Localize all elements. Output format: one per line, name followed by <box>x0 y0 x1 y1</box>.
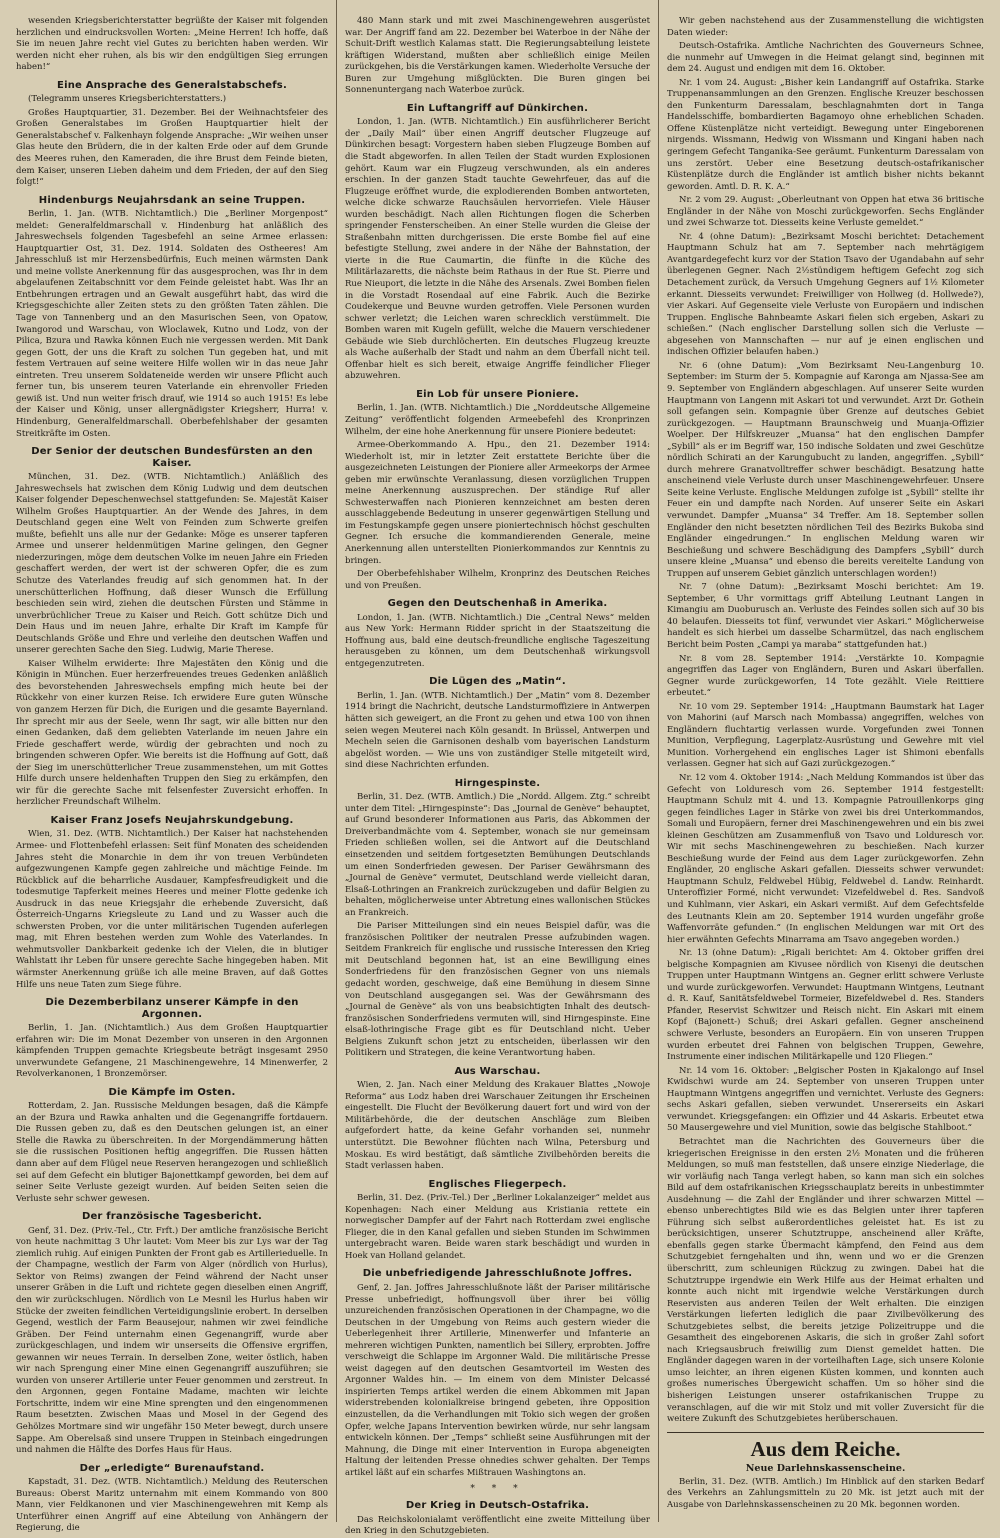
article-paragraph: Berlin, 31. Dez. (WTB. Amtlich.) Im Hinblick auf den starken Bedarf des Verkehrs an Zahlungsmitteln zu 20 Mk. ist jetzt auch mit der Ausgabe von Darlehnskassenscheinen zu 20 Mk. begonnen worden. <box>667 1476 984 1510</box>
section-divider <box>667 1432 984 1433</box>
article-paragraph: Nr. 12 vom 4. Oktober 1914: „Nach Meldung Kommandos ist über das Gefecht von Lolduresch vom 26. September 1914 festgestellt: Hauptmann Schulz mit 4. und 13. Kompagnie Patrouillenkorps ging gegen feindliches Lager in Stärke von zwei bis drei Unterkommandos, Somali und Europäern, ferner drei Maschinengewehren und ein bis zwei kleinen Geschützen am Zusammenfluß von Tsavo und Lolduresch vor. Wir mit sechs Maschinengewehren zu beschießen. Nach kurzer Beschießung wurde der Feind aus dem Lager zurückgeworfen. Zehn Engländer, 20 englische Askari gefallen. Diesseits schwer verwundet: Hauptmann Schulz, Feldwebel Hübig, Feldwebel d. Landw. Reinhardt. Unteroffizier Formé, nicht verwundet: Vizefeldwebel d. Res. Sandvoß und Kuhlmann, vier Askari, ein Askari vermißt. Auf dem Gefechtsfelde des Leutnants Klein am 20. September 1914 wurden ungefähr große Waffenvorräte gefunden.“ (In englischen Meldungen war mit Ort des hier erwähnten Gefechts Minarrama am Tsavo angegeben worden.) <box>667 773 984 945</box>
article-paragraph: Die Pariser Mitteilungen sind ein neues Beispiel dafür, was die französischen Politiker der neutralen Presse aufzubinden wagen. Seitdem Frankreich für englische und russische Interessen den Krieg mit Deutschland begonnen hat, ist an eine Bewilligung eines Sonderfriedens für den französischen Gegner von uns niemals gedacht worden, geschweige, daß eine Bemühung in diesem Sinne von Deutschland ausgegangen sei. Was der Gewährsmann des „Journal de Genève“ als von uns beabsichtigten Inhalt des deutsch-französischen Sonderfriedens vermuten will, sind Hirngespinste. Eine elsaß-lothringische Frage gibt es für Deutschland nicht. Ueber Belgiens Zukunft schon jetzt zu entscheiden, überlassen wir den Politikern und Strategen, die keine Verantwortung haben. <box>345 921 650 1059</box>
section-subheadline: Neue Darlehnskassenscheine. <box>745 1462 906 1474</box>
article-headline: Der Krieg in Deutsch-Ostafrika. <box>405 1500 590 1512</box>
column-middle <box>336 0 658 1537</box>
article-paragraph: Genf, 2. Jan. Joffres Jahresschlußnote läßt der Pariser militärische Presse unbefriedigt, hoffnungsvoll über ihrer bei völlig unzureichenden französischen Operationen in der Champagne, wo die Deutschen in der Umgebung von Reims auch gestern wieder die Ueberlegenheit ihrer Artillerie, Minenwerfer und Infanterie an mehreren wichtigen Punkten, namentlich bei Sillery, erprobten. Joffre verschweigt die Schlappe im Argonner Wald. Die militärische Presse weist dagegen auf den deutschen Gesamtvorteil im Westen des Argonner Waldes hin. — Im einem von dem Minister Delcassé inspirierten Temps artikel werden die einem Abkommen mit Japan widerstrebenden kolonialkreise bringend gebeten, ihre Opposition einzustellen, da die Verhandlungen mit Tokio sich wegen der großen Opfer, welche Japans Intervention bewirken würde, nur sehr langsam entwickeln können. Der „Temps“ schließt seine Ausführungen mit der Mahnung, die Dinge mit einer Intervention in Europa abgeneigten Haltung der leitenden Presse ohnedies schwer gehalten. Der Temps artikel läßt auf ein scharfes Mißtrauen Washingtons an. <box>345 1282 650 1478</box>
article-headline: Der französische Tagesbericht. <box>81 1211 263 1223</box>
article-paragraph: Nr. 7 (ohne Datum): „Bezirksamt Moschi berichtet: Am 19. September, 6 Uhr vormittags griff Abteilung Leutnant Langen in Kimangiu am Duoburusch an. Verluste des Feindes sollen sich auf 30 bis 40 belaufen. Diesseits tot fünf, verwundet vier Askari.“ Möglicherweise handelt es sich hierbei um dasselbe Scharmützel, das nach englischem Bericht beim Posten „Campi ya maraba“ stattgefunden hat.) <box>667 582 984 650</box>
article-paragraph: 480 Mann stark und mit zwei Maschinengewehren ausgerüstet war. Der Angriff fand am 22. Dezember bei Waterboe in der Nähe der Schuit-Drift westlich Kalamas statt. Die Regierungsabteilung leistete kräftigen Widerstand, mußten aber schließlich einige Meilen zurückgehen, bis die Verstärkungen kamen. Wiederholte Versuche der Buren zur Umgehung mißglückten. Die Buren gingen bei Sonnenuntergang nach Waterboe zurück. <box>345 16 650 96</box>
article-paragraph: Armee-Oberkommando A. Hpu., den 21. Dezember 1914: Wiederholt ist, mir in letzter Zeit erstattete Berichte über die ausgezeichneten Leistungen der Pioniere aller Armeekorps der Armee geben mir erwünschte Veranlassung, diesen vorzüglichen Truppen meine Anerkennung auszusprechen. Der ständige Ruf aller Schwesterwaffen nach Pionieren kennzeichnet am besten deren ausschlaggebende Bedeutung in unserer gegenwärtigen Stellung und im Festungskampfe gegen unsere pioniertechnisch höchst geschulten Gegner. Ich ersuche die kommandierenden Generale, meine Anerkennung allen unterstellten Pionierkommandos zur Kenntnis zu bringen. <box>345 440 650 566</box>
article-paragraph: Nr. 10 vom 29. September 1914: „Hauptmann Baumstark hat Lager von Mahorini (auf Marsch nach Mombassa) angegriffen, welches von Engländern fluchtartig verlassen wurde. Vorgefunden zwei Tonnen Munition, Verpflegung, Lagerplatz-Ausrüstung und Gewehre mit viel Munition. Vorhergehend ein englisches Lager ist Shimoni ebenfalls verlassen. Gegner hat sich auf Gazi zurückgezogen.“ <box>667 701 984 770</box>
column-left <box>8 0 336 1534</box>
article-paragraph: Wir geben nachstehend aus der Zusammenstellung die wichtigsten Daten wieder: <box>667 16 984 38</box>
article-headline: Die unbefriedigende Jahresschlußnote Joffres. <box>362 1268 633 1280</box>
article-headline: Eine Ansprache des Generalstabschefs. <box>57 79 287 91</box>
article-paragraph: Berlin, 1. Jan. (WTB. Nichtamtlich.) Die „Norddeutsche Allgemeine Zeitung“ veröffentlicht folgenden Armeebefehl des Kronprinzen Wilhelm, der eine hohe Anerkennung für unsere Pioniere bedeutet: <box>345 403 650 437</box>
column-right <box>658 0 992 1522</box>
article-paragraph: Berlin, 1. Jan. (WTB. Nichtamtlich.) Die „Berliner Morgenpost“ meldet: Generalfeldmarschall v. Hindenburg hat anläßlich des Jahreswechsels folgenden Tagesbefehl an seine Armee erlassen: Hauptquartier Ost, 31. Dez. 1914. Soldaten des Ostheeres! Am Jahresschluß ist mir Herzensbedürfnis, Euch meinen wärmsten Dank und meine vollste Anerkennung für das ausgesprochen, was Ihr in dem abgelaufenen Zeitabschnitt vor dem Feinde geleistet habt. Was Ihr an Entbehrungen ertragen und an Gewalt ausgeführt habt, das wird die Kriegsgeschichte aller Zeiten stets zu den größten Taten zählen. Die Tage von Tannenberg und an den Masurischen Seen, von Opatow, Iwangorod und Warschau, von Wloclawek, Kutno und Lodz, von der Pilica, Bzura und Rawka können Euch nie vergessen werden. Mit Dank gegen Gott, der uns die Kraft zu solchen Tun gegeben hat, und mit festem Vertrauen auf seine weitere Hilfe wollen wir in das neue Jahr eintreten. Treu unserem Soldateneide werden wir unsere Pflicht auch ferner tun, bis unserem teuren Vaterlande ein ehrenvoller Frieden gewiß ist. Und nun weiter frisch drauf, wie 1914 so auch 1915! Es lebe der Kaiser und König, unser allergnädigster Kriegsherr, Hurra! v. Hindenburg, Generalfeldmarschall. Oberbefehlshaber der gesamten Streitkräfte im Osten. <box>16 209 328 439</box>
article-paragraph: Berlin, 1. Jan. (WTB. Nichtamtlich.) Der „Matin“ vom 8. Dezember 1914 bringt die Nachricht, deutsche Landsturmoffiziere in Antwerpen hätten sich geweigert, an die Front zu gehen und etwa 100 von ihnen seien wegen Meuterei nach Köln gesandt. In Brüssel, Antwerpen und Mecheln seien die Garnisonen deshalb vom bayerischen Landsturm abgelöst worden. — Wie uns von zuständiger Stelle mitgeteilt wird, sind diese Nachrichten erfunden. <box>345 690 650 771</box>
article-paragraph: Deutsch-Ostafrika. Amtliche Nachrichten des Gouverneurs Schnee, die nunmehr auf Umwegen in die Heimat gelangt sind, beginnen mit dem 24. August und endigen mit dem 16. Oktober. <box>667 41 984 75</box>
separator-stars: * * * <box>470 1484 525 1495</box>
article-headline: Englisches Fliegerpech. <box>428 1178 567 1190</box>
article-paragraph: Kapstadt, 31. Dez. (WTB. Nichtamtlich.) Meldung des Reuterschen Bureaus: Oberst Maritz unternahm mit einem Kommando von 800 Mann, vier Feldkanonen und vier Maschinengewehren mit Kemp als Unterführer einen Angriff auf eine Abteilung von Anhängern der Regierung, die <box>16 1477 328 1534</box>
article-headline: Aus Warschau. <box>454 1065 541 1077</box>
article-headline: Gegen den Deutschenhaß in Amerika. <box>387 598 608 610</box>
article-headline: Die Lügen des „Matin“. <box>429 676 566 688</box>
article-headline: Die Kämpfe im Osten. <box>108 1086 236 1098</box>
article-paragraph: London, 1. Jan. (WTB. Nichtamtlich.) Ein ausführlicherer Bericht der „Daily Mail“ über einen Angriff deutscher Flugzeuge auf Dünkirchen besagt: Vorgestern haben sieben Flugzeuge Bomben auf die Stadt abgeworfen. In allen Teilen der Stadt wurden Explosionen gehört. Kaum war ein Flugzeug verschwunden, als ein anderes erschien. In der ganzen Stadt tauchte Gewehrfeuer, das auf die Flugzeuge eröffnet wurde, die explodierenden Bomben antworteten, welche dicke schwarze Rauchsäulen hervorriefen. Viele Häuser wurden beschädigt. Nach allen Richtungen flogen die Scherben springender Fensterscheiben. An einer Stelle wurden die Gleise der Straßenbahn mitten durchgerissen. Die erste Bombe fiel auf eine befestigte Stellung, zwei andere in der Nähe der Bahnstation, der vierte in die Rue Caumartin, die fünfte in die Küche des Militärlazaretts, die nächste beim Rathaus in der Rue St. Pierre und Rue Nieuport, die letzte in die Nähe des Arsenals. Zwei Bomben fielen in die Vorstadt Rosendaal auf eine Fabrik. Auch die Bezirke Coudekerque und Beuvne wurden getroffen. Viele Personen wurden schwer verletzt; die Leichen waren schrecklich verstümmelt. Die Bomben waren mit Kugeln gefüllt, welche die Mauern verschiedener Gebäude wie Sieb durchlöcherten. Ein deutsches Flugzeug kreuzte als Wache außerhalb der Stadt und nahm an dem Überfall nicht teil. Offenbar hielt es sich bereit, etwaige Angriffe feindlicher Flieger abzuwehren. <box>345 117 650 382</box>
article-paragraph: Berlin, 31. Dez. (Priv.-Tel.) Der „Berliner Lokalanzeiger“ meldet aus Kopenhagen: Nach einer Meldung aus Kristiania rettete ein norwegischer Dampfer auf der Fahrt nach Rotterdam zwei englische Flieger, die in den Kanal gefallen und sieben Stunden im Schwimmen untergebracht waren. Beide waren stark beschädigt und wurden in Hoek van Holland gelandet. <box>345 1193 650 1261</box>
article-paragraph: Kaiser Wilhelm erwiderte: Ihre Majestäten den König und die Königin in München. Euer herzerfreuendes treues Gedenken anläßlich des bevorstehenden Jahreswechsels empfing mich heute bei der Rückkehr von einer kurzen Reise. Ich erwidere Eure guten Wünsche von ganzem Herzen für Dich, die Eurigen und die gesamte Bayernland. Ihr sprecht mir aus der Seele, wenn Ihr sagt, wir alle bitten nur den einen Gedanken, daß dem geliebten Vaterlande im neuen Jahre ein Friede geschaffert werde, würdig der gebrachten und noch zu bringenden schweren Opfer. Wie bereits ist die Hoffnung auf Gott, daß der Sieg im unerschütterlicher Treue zusammenstehen, um mit Gottes Hilfe durch unsere heldenhaften Truppen den Sieg zu erkämpfen, den wir für die gerechte Sache mit felsenfester Zuversicht erhoffen. In herzlicher Freundschaft Wilhelm. <box>16 658 328 808</box>
article-paragraph: Nr. 14 vom 16. Oktober: „Belgischer Posten in Kjakalongo auf Insel Kwidschwi wurde am 24. September von unseren Truppen unter Hauptmann Wintgens angegriffen und vernichtet. Verluste des Gegners: sechs Askari gefallen, sieben verwundet. Unsererseits ein Askari verwundet. Kriegsgefangen: ein Offizier und 44 Askaris. Erbeutet etwa 50 Mausergewehre und viel Munition, sowie das belgische Stahlboot.“ <box>667 1065 984 1134</box>
article-headline: Hirngespinste. <box>454 777 541 789</box>
article-headline: Der „erledigte“ Burenaufstand. <box>79 1462 265 1474</box>
article-headline: Hindenburgs Neujahrsdank an seine Truppen. <box>38 194 306 206</box>
article-paragraph: Berlin, 31. Dez. (WTB. Amtlich.) Die „Nordd. Allgem. Ztg.“ schreibt unter dem Titel: „Hirngespinste“: Das „Journal de Genève“ behauptet, auf Grund besonderer Informationen aus Paris, das Abkommen der Dreiverbandmächte vom 4. September, wonach sie nur gemeinsam Frieden schließen wollen, sei die Antwort auf die Deutschland einsetzenden und seitdem fortgesetzten Bemühungen Deutschlands um einen Sonderfrieden gewesen. Der Pariser Gewährsmann des „Journal de Genève“ vermutet, Deutschland werde vielleicht daran, Elsaß-Lothringen an Frankreich zurückzugeben und dafür Belgien zu behalten, möglicherweise unter Abtretung eines wallonischen Stückes an Frankreich. <box>345 792 650 918</box>
article-paragraph: Nr. 8 vom 28. September 1914: „Verstärkte 10. Kompagnie angegriffen das Lager von Engländern, Buren und Askari überfallen. Gegner wurde zurückgeworfen, 14 Tote gezählt. Viele Reittiere erbeutet.“ <box>667 653 984 699</box>
article-paragraph: wesenden Kriegsberichterstatter begrüßte der Kaiser mit folgenden herzlichen und eindrucksvollen Worten: „Meine Herren! Ich hoffe, daß Sie im neuen Jahre recht viel Gutes zu berichten haben werden. Wir werden nicht eher ruhen, als bis wir den endgültigen Sieg errungen haben!“ <box>16 16 328 73</box>
article-headline: Ein Lob für unsere Pioniere. <box>416 388 579 400</box>
article-headline: Die Dezemberbilanz unserer Kämpfe in den Argonnen. <box>45 997 299 1020</box>
article-paragraph: Nr. 2 vom 29. August: „Oberleutnant von Oppen hat etwa 36 britische Engländer in der Nähe von Moschi zurückgeworfen. Sechs Engländer und zwei Schwarze tot. Diesseits keine Verluste gemeldet.“ <box>667 195 984 229</box>
article-paragraph: Nr. 6 (ohne Datum): „Vom Bezirksamt Neu-Langenburg 10. September: im Sturm der 5. Kompagnie auf Karonga am Njassa-See am 9. September von Engländern abgeschlagen. Auf unserer Seite wurden Hauptmann von Langenn mit Askari tot und verwundet. Arzt Dr. Gothein soll gefangen sein. Kompagnie über Grenze auf deutsches Gebiet zurückgezogen. — Hauptmann Braunschweig und Muanja-Offizier Woelper. Der Hilfskreuzer „Muansa“ hat den englischen Dampfer „Sybill“ als er im Begriff war, 150 indische Soldaten und zwei Geschütze nördlich Schirati an der Karungubucht zu landen, angegriffen. „Sybill“ durch mehrere Granatvolltreffer schwer beschädigt. Besatzung hatte anscheinend viele Verluste durch unser Maschinengewehrfeuer. Unsere Seite keine Verluste. Englische Meldungen zufolge ist „Sybill“ stellte ihr Feuer ein und dampfte nach Norden. Auf unserer Seite ein Askari verwundet. Dampfer „Muansa“ 34 Treffer. Am 18. September sollen Engländer den nicht besetzten nördlichen Teil des Bezirks Bukoba sind Engländer eingedrungen.“ In englischen Meldung waren wir Beschießung und schwere Beschädigung des Dampfers „Sybill“ durch unsere kleine „Muansa“ und ebenso die bereits vereitelte Landung von Truppen auf unserem Gebiet gänzlich unterschlagen worden!) <box>667 360 984 579</box>
article-paragraph: Rotterdam, 2. Jan. Russische Meldungen besagen, daß die Kämpfe an der Bzura und Rawka anhalten und die Gegenangriffe fortdauern. Die Russen geben zu, daß es den Deutschen gelungen ist, an einer Stelle die Rawka zu überschreiten. In der Morgendämmerung hätten sie die russischen Positionen heftig angegriffen. Die Russen hätten dann aber auf dem Flügel neue Reserven herangezogen und schließlich sei auf dem Gefecht ein blutiger Bajonettkampf geworden, bei dem auf seiner Seite Verluste gezeigt wurden. Auf beiden Seiten seien die Verluste sehr schwer gewesen. <box>16 1101 328 1204</box>
article-headline: Kaiser Franz Josefs Neujahrskundgebung. <box>50 814 294 826</box>
article-paragraph: Wien, 31. Dez. (WTB. Nichtamtlich.) Der Kaiser hat nachstehenden Armee- und Flottenbefehl erlassen: Seit fünf Monaten des scheidenden Jahres steht die Monarchie in dem ihr von treuen Verbündeten aufgezwungenen Kampfe gegen zahlreiche und mächtige Feinde. Im Rückblick auf die beharrliche Ausdauer, Kampfesfreudigkeit und die todesmutige Tapferkeit meines Heeres und meiner Flotte gedenke ich Ausdruck in das neue Kriegsjahr die erhebende Zuversicht, daß Österreich-Ungarns Kriegsleute zu Land und zu Wasser auch die schwersten Proben, vor die unter militärischen Tugenden auferlegen mag, mit Ehren bestehen werden zum Wohle des Vaterlandes. In wehmutsvoller Dankbarkeit gedenke ich der Vielen, die in blutiger Wahlstatt ihr Leben für unsere gerechte Sache hingegeben haben. Mit wärmster Anerkennung grüße ich alle meine Braven, auf daß Gottes Hilfe uns neue Taten zum Siege führe. <box>16 829 328 990</box>
article-paragraph: London, 1. Jan. (WTB. Nichtamtlich.) Die „Central News“ melden aus New York: Hermann Ridder spricht in der Staatszeitung die Hoffnung aus, bald eine deutsch-freundliche englische Tageszeitung herausgeben zu können, um dem Deutschenhaß wirkungsvoll entgegenzutreten. <box>345 612 650 669</box>
article-paragraph: Großes Hauptquartier, 31. Dezember. Bei der Weihnachtsfeier des Großen Generalstabes im Großen Hauptquartier hielt der Generalstabschef v. Falkenhayn folgende Ansprache: „Wir weihen unser Glas heute den Brüdern, die in der kalten Erde oder auf dem Grunde des Meeres ruhen, den Kameraden, die ihre Brust dem Feinde bieten, dem Kaiser, unseren Lieben daheim und dem Frieden, der auf den Sieg folgt!“ <box>16 107 328 188</box>
article-paragraph: München, 31. Dez. (WTB. Nichtamtlich.) Anläßlich des Jahreswechsels hat zwischen dem König Ludwig und dem deutschen Kaiser folgender Depeschenwechsel stattgefunden: Se. Majestät Kaiser Wilhelm Großes Hauptquartier. An der Wende des Jahres, in dem Deutschland gegen eine Welt von Feinden zum Schwerte greifen mußte, befiehlt uns alle nur der Gedanke: Möge es unserer tapferen Armee und unserer heldenmütigen Marine gelingen, den Gegner niederzuringen, möge dem deutschen Volke im neuen Jahre ein Frieden geschaffert werden, der wert ist der schweren Opfer, die es zum Schutze des Vaterlandes freudig auf sich genommen hat. In der unerschütterlichen Hoffnung, daß dieser Wunsch die Erfüllung beschieden sein wird, ziehen die deutschen Fürsten und Stämme in unverbrüchlicher Treue zu Kaiser und Reich. Gott schütze Dich und Dein Haus und im neuen Jahre, erhalte Dir Kraft im Kampfe für Deutschlands Größe und Ehre und verleihe den deutschen Waffen und unserer gerechten Sache den Sieg. Ludwig, Marie Therese. <box>16 472 328 656</box>
article-paragraph: Nr. 4 (ohne Datum): „Bezirksamt Moschi berichtet: Detachement Hauptmann Schulz hat am 7. September nach mehrtägigem Avantgardegefecht kurz vor der Station Tsavo der Ugandabahn auf sehr überlegenen Gegner. Nach 2½stündigem heftigem Gefecht zog sich Detachement zurück, da Versuch Umgehung Gegners auf 1½ Kilometer erkannt. Diesseits verwundet: Freiwilliger von Hollweg (d. Hollwede?), vier Askari. Auf Gegenseite viele Verluste von Europäern und indischen Truppen. Englische Bahnbeamte Askari fielen sich ergeben, Askari zu schießen.“ (Nach englischer Darstellung sollen sich die Verluste — abgesehen von Mannschaften — nur auf je einen englischen und indischen Offizier belaufen haben.) <box>667 231 984 358</box>
article-paragraph: Nr. 13 (ohne Datum): „Rigali berichtet: Am 4. Oktober griffen drei belgische Kompagnien am Kivusee nördlich von Kisenyi die deutschen Truppen unter Hauptmann Wintgens an. Gegner erlitt schwere Verluste und wurde zurückgeworfen. Verwundet: Hauptmann Wintgens, Leutnant d. R. Kauf, Sanitätsfeldwebel Tormeier, Bizefeldwebel d. Res. Standers Pfander, Reservist Schwitzer und Reisch nicht. Ein Askari mit einem Kopf (Bajonett-) Schuß; drei Askari gefallen. Gegner anscheinend schwere Verluste, besonders an Europäern. Ein von unseren Truppen wurden erbeutet drei Fahnen von belgischen Truppen, Gewehre, Instrumente einer indischen Militärkapelle und 120 Fliegen.“ <box>667 948 984 1063</box>
article-paragraph: Der Oberbefehlshaber Wilhelm, Kronprinz des Deutschen Reiches und von Preußen. <box>345 569 650 591</box>
article-paragraph: Berlin, 1. Jan. (Nichtamtlich.) Aus dem Großen Hauptquartier erfahren wir: Die im Monat Dezember von unseren in den Argonnen kämpfenden Truppen gemachte Kriegsbeute beträgt insgesamt 2950 unverwundete Gefangene, 21 Maschinengewehre, 14 Minenwerfer, 2 Revolverkanonen, 1 Bronzemörser. <box>16 1023 328 1080</box>
article-paragraph: Wien, 2. Jan. Nach einer Meldung des Krakauer Blattes „Nowoje Reforma“ aus Lodz haben drei Warschauer Zeitungen ihr Erscheinen eingestellt. Die Flucht der Bevölkerung dauert fort und wird von der Militärbehörde, die der deutschen Anschläge zum Bleiben aufgefordert hatte, da keine Gefahr vorhanden sei, nunmehr unterstützt. Die Bewohner flüchten nach Wilna, Petersburg und Moskau. Es wird bestätigt, daß sämtliche Zivilbehörden bereits die Stadt verlassen haben. <box>345 1080 650 1172</box>
article-headline: Ein Luftangriff auf Dünkirchen. <box>406 102 589 114</box>
article-paragraph: Betrachtet man die Nachrichten des Gouverneurs über die kriegerischen Ereignisse in den ersten 2½ Monaten und die früheren Meldungen, so muß man feststellen, daß unsere einzige Niederlage, die wir vorläufig nach Tanga verlegt haben, so kann man sich ein solches Bild auf dem ostafrikanischen Kriegsschauplatz bereits in unbestimmter Ausdehnung — die Zahl der Engländer und ihrer schwarzen Mittel — ebenso unberechtigtes Bild wie es das Belgien unter ihrer tapferen Führung sich selbst außerordentliches geleistet hat. Es ist zu berücksichtigen, unserer Schutztruppe, anscheinend aller Kräfte, ebenfalls gegen starke Übermacht kämpfend, den Feind aus dem Schutzgebiet ferngehalten und ihn, wenn und wo er die Grenzen überschritt, zum schleunigen Rückzug zu zwingen. Dabei hat die Schutztruppe irgendwie ein Werk Hilfe aus der Heimat erhalten und konnte auch nicht mit irgendwie welche Verstärkungen durch Reservisten aus anderen Teilen der Welt erhalten. Die einzigen Verstärkungen lieferten lediglich die paar Zivilbevölkerung des Schutzgebietes selbst, die bereits jetzige Polizeitruppe und die Gesamtheit des eingeborenen Askaris, die sich in großer Zahl sofort nach Kriegsausbruch freiwillig zum Dienst gemeldet hatten. Die Engländer dagegen waren in der vorteilhaften Lage, sich unsere Kolonie umso leichter, an ihren eigenen Küsten kommen, und konnten auch großes numerisches Übergewicht schaffen. Um so höher sind die bisherigen Leistungen unserer ostafrikanischen Truppe zu veranschlagen, auf die wir mit Stolz und mit voller Zuversicht für die weitere Zukunft des Schutzgebietes herüberschauen. <box>667 1136 984 1425</box>
article-paragraph: Genf, 31. Dez. (Priv.-Tel., Ctr. Frft.) Der amtliche französische Bericht von heute nachmittag 3 Uhr lautet: Vom Meer bis zur Lys war der Tag ziemlich ruhig. Auf einigen Punkten der Front gab es Artillerieduelle. In der Champagne, westlich der Farm von Alger (nördlich von Hurlus), Sektor von Reims) zwangen der Feind während der Nacht unser unserer Gräben in die Luft und richtete gegen dieselben einen Angriff, den wir zurückschlugen. Nördlich von Le Mesnil les Hurlus haben wir Stücke der zweiten feindlichen Verteidigungslinie erobert. In derselben Gegend, westlich der Farm Beausejour, nahmen wir zwei feindliche Gräben. Der Feind unternahm einen Gegenangriff, wurde aber zurückgeschlagen, und indem wir unserseits die Offensive ergriffen, gewannen wir neues Terrain. In derselben Zone, weiter östlich, haben wir nach Sprengung einer Mine einen Gegenangriff auszuführen; sie wurden von unserer Artillerie unter Feuer genommen und zerstreut. In den Argonnen, gegen Fontaine Madame, machten wir leichte Fortschritte, indem wir eine Mine sprengten und den eingenommenen Raum besetzten. Zwischen Maas und Mosel in der Gegend des Gehölzes Mortmare sind wir ungefähr 150 Meter bewegt, durch unsere Sappe. Am Oberelsaß sind unsere Truppen in Steinbach eingedrungen und nahmen die Hälfte des Dorfes Haus für Haus. <box>16 1225 328 1456</box>
section-title: Aus dem Reiche. <box>750 1436 901 1461</box>
article-headline: Der Senior der deutschen Bundesfürsten an den Kaiser. <box>31 446 313 469</box>
article-paragraph: (Telegramm unseres Kriegsberichterstatters.) <box>28 94 227 105</box>
article-paragraph: Das Reichskolonialamt veröffentlicht eine zweite Mitteilung über den Krieg in den Schutzgebieten. <box>345 1514 650 1537</box>
article-paragraph: Nr. 1 vom 24. August: „Bisher kein Landangriff auf Ostafrika. Starke Truppenansammlungen an den Grenzen. Englische Kreuzer beschossen den Funkenturm Daressalam, beschlagnahmten dort in Tanga Handelsschiffe, bombardierten Bagamoyo ohne erheblichen Schaden. Offene Küstenplätze nicht verteidigt. Bewegung unter Eingeborenen nirgends. Wissmann, Hedwig von Wissmann und Kingani haben nach geringem Gefecht Tanganika-See geräumt. Funkenturm Daressalam von uns zerstört. Ueber eine Besetzung deutsch-ostafrikanischer Küstenplätze durch die Engländer ist amtlich bisher nichts bekannt geworden. Amtl. D. R. K. A.“ <box>667 77 984 192</box>
